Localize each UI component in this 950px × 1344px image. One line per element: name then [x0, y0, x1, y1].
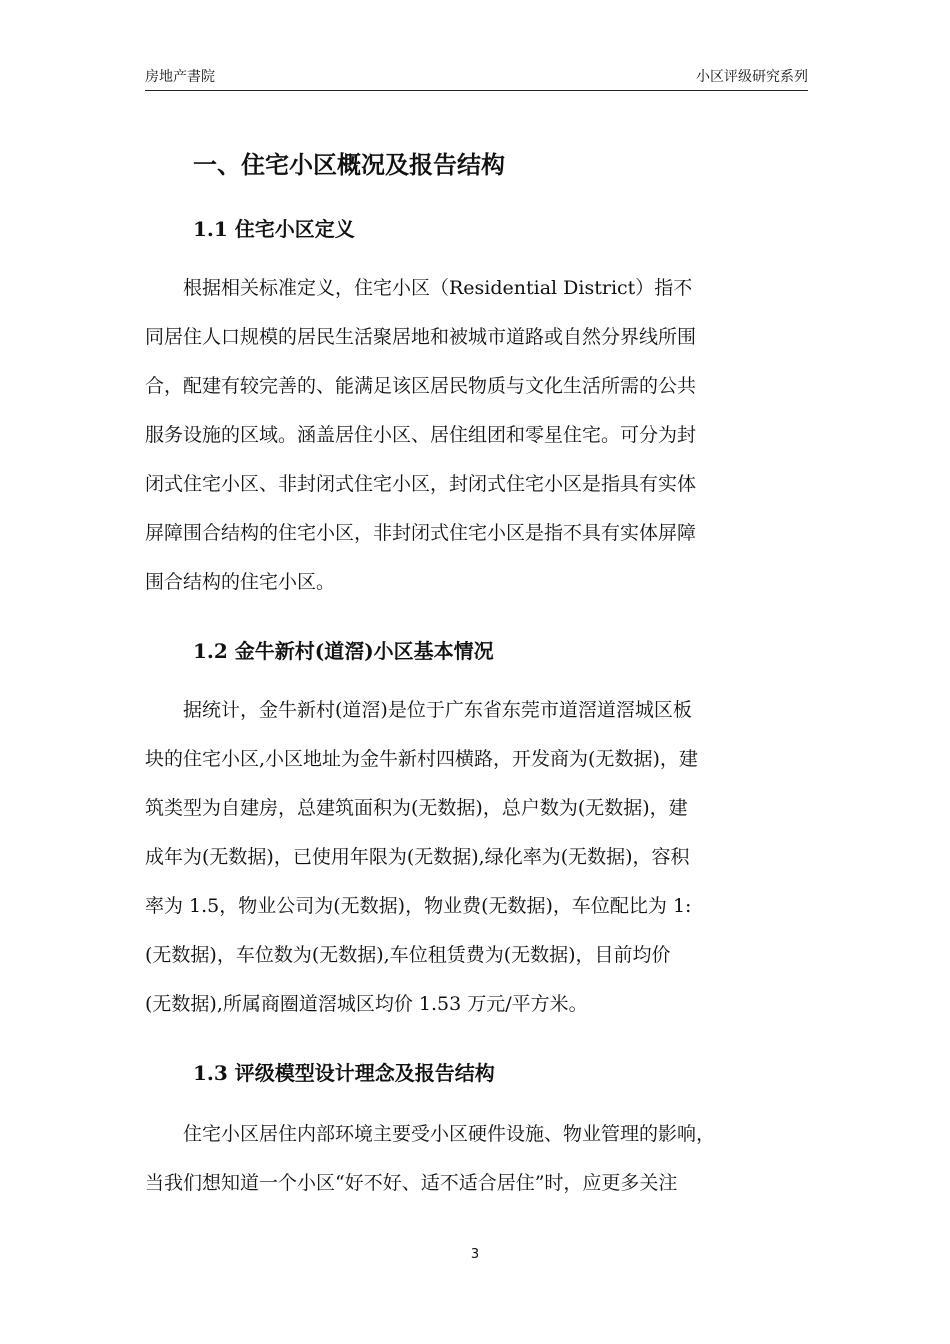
paragraph-line: 率为 1.5，物业公司为(无数据)，物业费(无数据)，车位配比为 1:	[145, 895, 692, 917]
section-1-2-paragraph	[145, 686, 808, 1029]
paragraph-line: 闭式住宅小区、非封闭式住宅小区，封闭式住宅小区是指具有实体	[145, 473, 697, 495]
header-right-text: 小区评级研究系列	[696, 69, 808, 85]
page-number: 3	[470, 1247, 480, 1262]
header-divider	[145, 90, 808, 91]
paragraph-line: 住宅小区居住内部环境主要受小区硬件设施、物业管理的影响，	[145, 1123, 716, 1145]
section-1-3-paragraph	[145, 1110, 808, 1208]
section-heading-1-1: 1.1 住宅小区定义	[193, 217, 355, 241]
page-header	[145, 66, 808, 90]
paragraph-line: 根据相关标准定义，住宅小区（Residential District）指不	[145, 277, 693, 299]
section-heading-1-3: 1.3 评级模型设计理念及报告结构	[193, 1061, 495, 1085]
paragraph-line: 筑类型为自建房，总建筑面积为(无数据)，总户数为(无数据)，建	[145, 797, 688, 819]
paragraph-line: 围合结构的住宅小区。	[145, 571, 336, 593]
paragraph-line: 屏障围合结构的住宅小区，非封闭式住宅小区是指不具有实体屏障	[145, 522, 697, 544]
paragraph-line: 成年为(无数据)，已使用年限为(无数据),绿化率为(无数据)，容积	[145, 846, 690, 868]
paragraph-line: (无数据)，车位数为(无数据),车位租赁费为(无数据)，目前均价	[145, 944, 671, 966]
section-heading-1-2: 1.2 金牛新村(道滘)小区基本情况	[193, 639, 494, 663]
paragraph-line: 同居住人口规模的居民生活聚居地和被城市道路或自然分界线所围	[145, 326, 697, 348]
paragraph-line: 服务设施的区域。涵盖居住小区、居住组团和零星住宅。可分为封	[145, 424, 697, 446]
section-1-1-paragraph	[145, 264, 808, 607]
paragraph-line: 块的住宅小区,小区地址为金牛新村四横路，开发商为(无数据)，建	[145, 748, 698, 770]
paragraph-line: 合，配建有较完善的、能满足该区居民物质与文化生活所需的公共	[145, 375, 697, 397]
paragraph-line: 当我们想知道一个小区“好不好、适不适合居住”时，应更多关注	[145, 1172, 678, 1194]
paragraph-line: (无数据),所属商圈道滘城区均价 1.53 万元/平方米。	[145, 993, 588, 1015]
paragraph-line: 据统计，金牛新村(道滘)是位于广东省东莞市道滘道滘城区板	[145, 699, 692, 721]
header-left-text: 房地产書院	[145, 69, 215, 85]
chapter-heading: 一、住宅小区概况及报告结构	[193, 150, 505, 179]
